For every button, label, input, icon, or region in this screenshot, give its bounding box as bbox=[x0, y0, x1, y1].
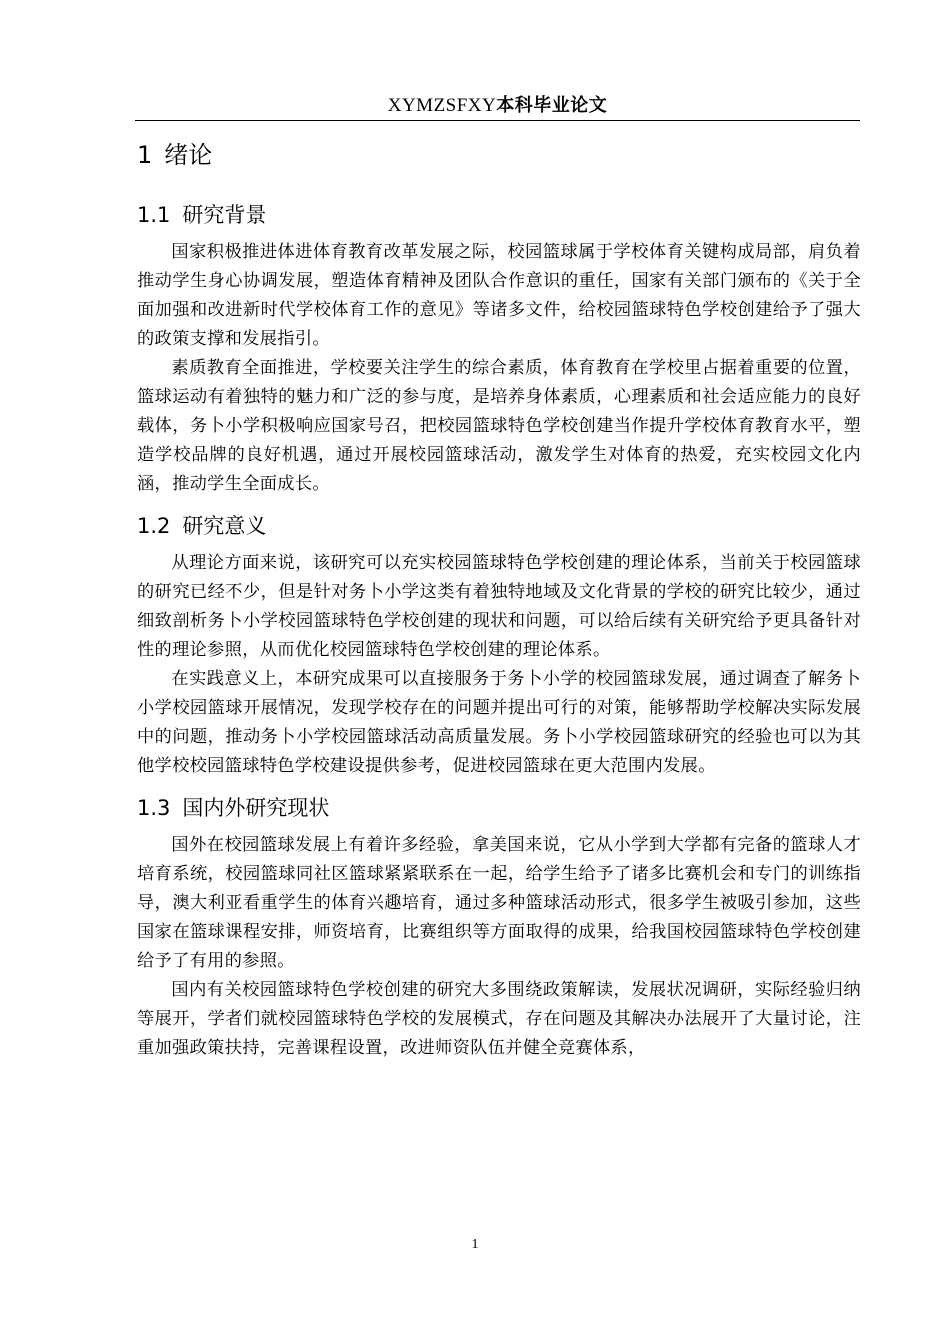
header-thesis-label: 本科毕业论文 bbox=[496, 95, 608, 116]
body-paragraph: 在实践意义上，本研究成果可以直接服务于务卜小学的校园篮球发展，通过调查了解务卜小学校园篮球开展情况，发现学校存在的问题并提出可行的对策，能够帮助学校解决实际发展中的问题，推动务卜小学校园篮球活动高质量发展。务卜小学校园篮球研究的经验也可以为其他学校校园篮球特色学校建设提供参考，促进校园篮球在更大范围内发展。 bbox=[137, 669, 861, 776]
section-number: 1.3 bbox=[137, 796, 171, 820]
section-heading bbox=[137, 793, 861, 823]
chapter-heading bbox=[137, 138, 861, 172]
section-number: 1.2 bbox=[137, 514, 171, 538]
chapter-title: 绪论 bbox=[164, 141, 213, 169]
body-paragraph: 国家积极推进体进体育教育改革发展之际，校园篮球属于学校体育关键构成局部，肩负着推动学生身心协调发展，塑造体育精神及团队合作意识的重任，国家有关部门颁布的《关于全面加强和改进新时代学校体育工作的意见》等诸多文件，给校园篮球特色学校创建给予了强大的政策支撑和发展指引。 bbox=[137, 242, 861, 349]
running-header bbox=[135, 92, 860, 119]
body-paragraph: 素质教育全面推进，学校要关注学生的综合素质，体育教育在学校里占据着重要的位置，篮球运动有着独特的魅力和广泛的参与度，是培养身体素质，心理素质和社会适应能力的良好载体，务卜小学积极响应国家号召，把校园篮球特色学校创建当作提升学校体育教育水平，塑造学校品牌的良好机遇，通过开展校园篮球活动，激发学生对体育的热爱，充实校园文化内涵，推动学生全面成长。 bbox=[137, 358, 861, 494]
chapter-number: 1 bbox=[137, 141, 153, 169]
section-research-significance bbox=[137, 511, 861, 781]
section-title: 国内外研究现状 bbox=[182, 796, 330, 820]
section-number: 1.1 bbox=[137, 203, 171, 227]
section-heading bbox=[137, 511, 861, 541]
header-school-code: XYMZSFXY bbox=[387, 95, 497, 116]
section-research-status bbox=[137, 793, 861, 1063]
section-title: 研究背景 bbox=[182, 203, 267, 227]
section-heading bbox=[137, 200, 861, 230]
header-rule bbox=[135, 120, 860, 121]
body-paragraph: 从理论方面来说，该研究可以充实校园篮球特色学校创建的理论体系，当前关于校园篮球的研究已经不少，但是针对务卜小学这类有着独特地域及文化背景的学校的研究比较少，通过细致剖析务卜小学校园篮球特色学校创建的现状和问题，可以给后续有关研究给予更具备针对性的理论参照，从而优化校园篮球特色学校创建的理论体系。 bbox=[137, 553, 861, 660]
page-body bbox=[137, 138, 861, 1063]
body-paragraph: 国内有关校园篮球特色学校创建的研究大多围绕政策解读，发展状况调研，实际经验归纳等展开，学者们就校园篮球特色学校的发展模式，存在问题及其解决办法展开了大量讨论，注重加强政策扶持，完善课程设置，改进师资队伍并健全竞赛体系， bbox=[137, 980, 861, 1058]
body-paragraph: 国外在校园篮球发展上有着许多经验，拿美国来说，它从小学到大学都有完备的篮球人才培育系统，校园篮球同社区篮球紧紧联系在一起，给学生给予了诸多比赛机会和专门的训练指导，澳大利亚看重学生的体育兴趣培育，通过多种篮球活动形式，很多学生被吸引参加，这些国家在篮球课程安排，师资培育，比赛组织等方面取得的成果，给我国校园篮球特色学校创建给予了有用的参照。 bbox=[137, 835, 861, 971]
section-title: 研究意义 bbox=[182, 514, 267, 538]
page-number: 1 bbox=[471, 1237, 479, 1252]
section-research-background bbox=[137, 200, 861, 499]
